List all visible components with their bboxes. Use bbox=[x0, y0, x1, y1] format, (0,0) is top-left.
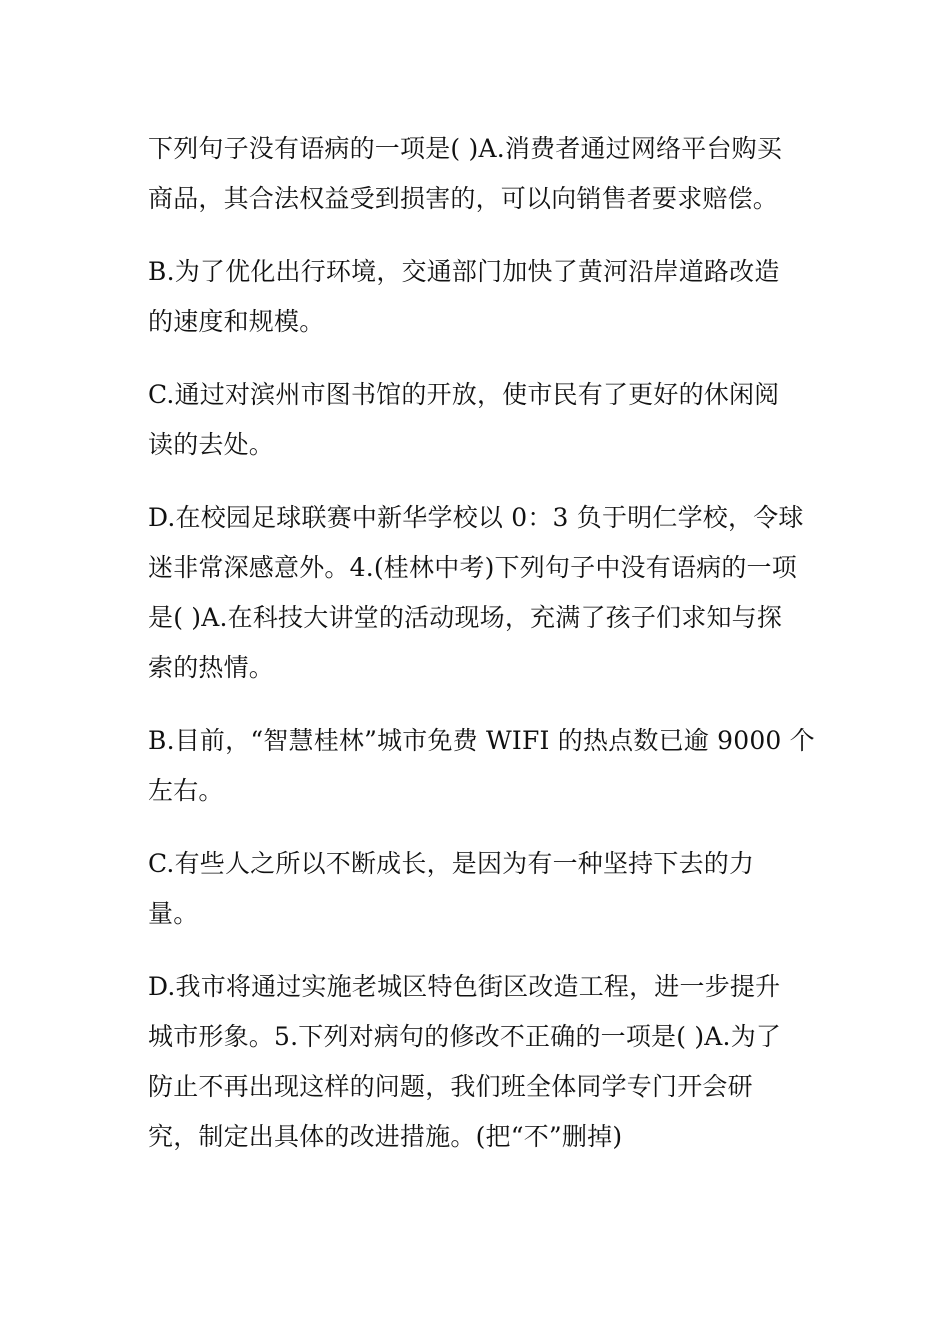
text-line: 是( )A.在科技大讲堂的活动现场，充满了孩子们求知与探 bbox=[148, 603, 783, 632]
text-line: D.我市将通过实施老城区特色街区改造工程，进一步提升 bbox=[148, 972, 781, 1001]
paragraph-option-d-question-4 bbox=[148, 493, 808, 693]
text-line: 城市形象。5.下列对病句的修改不正确的一项是( )A.为了 bbox=[148, 1022, 782, 1051]
text-line: 量。 bbox=[148, 899, 199, 928]
text-line: B.目前，“智慧桂林”城市免费 WIFI 的热点数已逾 9000 个 bbox=[148, 726, 815, 755]
text-line: 的速度和规模。 bbox=[148, 307, 325, 336]
paragraph-option-c-2 bbox=[148, 839, 808, 939]
text-line: 究，制定出具体的改进措施。(把“不”删掉) bbox=[148, 1122, 623, 1151]
document-body bbox=[148, 124, 815, 1185]
text-line: 迷非常深感意外。4.(桂林中考)下列句子中没有语病的一项 bbox=[148, 553, 797, 582]
paragraph-option-c bbox=[148, 370, 808, 470]
text-line: 商品，其合法权益受到损害的，可以向销售者要求赔偿。 bbox=[148, 184, 779, 213]
text-line: C.通过对滨州市图书馆的开放，使市民有了更好的休闲阅 bbox=[148, 380, 780, 409]
paragraph-option-d-question-5 bbox=[148, 962, 808, 1162]
text-line: D.在校园足球联赛中新华学校以 0：3 负于明仁学校，令球 bbox=[148, 503, 804, 532]
text-line: 左右。 bbox=[148, 776, 224, 805]
text-line: B.为了优化出行环境，交通部门加快了黄河沿岸道路改造 bbox=[148, 257, 780, 286]
paragraph-option-b bbox=[148, 247, 808, 347]
text-line: 读的去处。 bbox=[148, 430, 275, 459]
text-line: 防止不再出现这样的问题，我们班全体同学专门开会研 bbox=[148, 1072, 753, 1101]
text-line: C.有些人之所以不断成长，是因为有一种坚持下去的力 bbox=[148, 849, 755, 878]
paragraph-option-b-2 bbox=[148, 716, 815, 816]
paragraph-question-intro bbox=[148, 124, 808, 224]
text-line: 索的热情。 bbox=[148, 653, 275, 682]
text-line: 下列句子没有语病的一项是( )A.消费者通过网络平台购买 bbox=[148, 134, 783, 163]
